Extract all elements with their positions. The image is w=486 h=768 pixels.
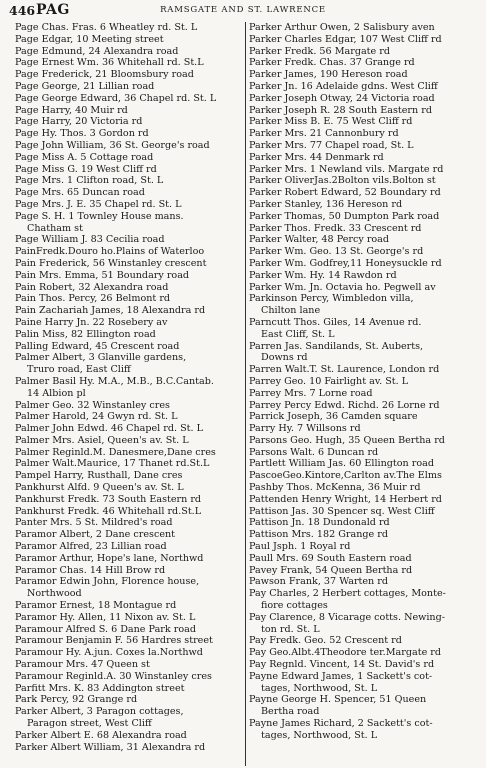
directory-entry: Page Mrs. J. E. 35 Chapel rd. St. L bbox=[15, 198, 182, 210]
directory-entry: Paramor Ernest, 18 Montague rd bbox=[15, 600, 177, 612]
directory-entry: Pankhurst Alfd. 9 Queen's av. St. L bbox=[15, 482, 184, 494]
directory-entry: Pampel Harry, Rusthall, Dane cres bbox=[15, 470, 183, 482]
directory-entry: Pankhurst Fredk. 46 Whitehall rd.St.L bbox=[15, 505, 202, 517]
directory-entry: Page Ernest Wm. 36 Whitehall rd. St.L bbox=[15, 57, 204, 69]
directory-entry: Paramor Chas. 14 Hill Brow rd bbox=[15, 564, 166, 576]
directory-entry-continuation: Northwood bbox=[27, 588, 82, 600]
directory-entry: Page John William, 36 St. George's road bbox=[15, 139, 210, 151]
directory-entry-continuation: fiore cottages bbox=[261, 600, 328, 612]
directory-entry: Pay Geo.Albt.4Theodore ter.Margate rd bbox=[249, 647, 442, 659]
directory-entry: Parker Walter, 48 Percy road bbox=[249, 234, 390, 246]
directory-entry: Pain Mrs. Emma, 51 Boundary road bbox=[15, 269, 190, 281]
directory-entry: Page Harry, 20 Victoria rd bbox=[15, 116, 143, 128]
directory-entry: Parker James, 190 Hereson road bbox=[249, 69, 408, 81]
directory-entry: Parrey Mrs. 7 Lorne road bbox=[249, 387, 373, 399]
directory-entry: Page George, 21 Lillian road bbox=[15, 80, 155, 92]
directory-entry: Parncutt Thos. Giles, 14 Avenue rd. bbox=[249, 316, 422, 328]
directory-entry: Pain Zachariah James, 18 Alexandra rd bbox=[15, 305, 206, 317]
directory-entry: Parker Albert William, 31 Alexandra rd bbox=[15, 741, 206, 753]
directory-entry: Page Miss A. 5 Cottage road bbox=[15, 151, 154, 163]
directory-entry: Payne Edward James, 1 Sackett's cot- bbox=[249, 670, 433, 682]
directory-entry: Pattenden Henry Wright, 14 Herbert rd bbox=[249, 493, 442, 505]
directory-entry: Paramour Alfred S. 6 Dane Park road bbox=[15, 623, 196, 635]
directory-entry: Parkinson Percy, Wimbledon villa, bbox=[249, 293, 414, 305]
directory-entry: Parker Fredk. Chas. 37 Grange rd bbox=[249, 57, 415, 69]
directory-entry-continuation: tages, Northwood, St. L bbox=[261, 729, 378, 741]
directory-entry: Pavey Frank, 54 Queen Bertha rd bbox=[249, 564, 413, 576]
directory-entry: Page Mrs. 65 Duncan road bbox=[15, 187, 145, 199]
directory-entry: Pawson Frank, 37 Warten rd bbox=[249, 576, 389, 588]
directory-entry: Page Mrs. 1 Clifton road, St. L bbox=[15, 175, 164, 187]
directory-entry: Parker Joseph Otway, 24 Victoria road bbox=[249, 92, 435, 104]
right-column bbox=[249, 22, 478, 766]
directory-entry: Pattison Jn. 18 Dundonald rd bbox=[249, 517, 390, 529]
directory-entry: Parker Wm. Jn. Octavia ho. Pegwell av bbox=[249, 281, 436, 293]
directory-entry: Parker Miss B. E. 75 West Cliff rd bbox=[249, 116, 413, 128]
directory-entry: Parry Hy. 7 Willsons rd bbox=[249, 423, 361, 435]
directory-entry-continuation: Bertha road bbox=[261, 706, 320, 718]
directory-entry: PascoeGeo.Kintore,Carlton av.The Elms bbox=[249, 470, 442, 482]
directory-entry: Parker OliverJas.2Bolton vils.Bolton st bbox=[249, 175, 436, 187]
directory-entry: Paramor Alfred, 23 Lillian road bbox=[15, 541, 167, 553]
directory-entry: Panter Mrs. 5 St. Mildred's road bbox=[15, 517, 173, 529]
directory-entry: Palmer Harold, 24 Gwyn rd. St. L bbox=[15, 411, 178, 423]
directory-entry: Payne James Richard, 2 Sackett's cot- bbox=[249, 718, 433, 730]
directory-entry: Paul Jsph. 1 Royal rd bbox=[249, 541, 351, 553]
directory-entry: Palmer Basil Hy. M.A., M.B., B.C.Cantab. bbox=[15, 375, 214, 387]
directory-entry: Palmer Albert, 3 Glanville gardens, bbox=[15, 352, 187, 364]
directory-entry: Parker Mrs. 44 Denmark rd bbox=[249, 151, 384, 163]
directory-entry-continuation: ton rd. St. L bbox=[261, 623, 320, 635]
directory-entry: Paramor Albert, 2 Dane crescent bbox=[15, 529, 176, 541]
directory-entry-continuation: Chilton lane bbox=[261, 305, 321, 317]
directory-entry: Parren Walt.T. St. Laurence, London rd bbox=[249, 364, 440, 376]
directory-entry: Palmer Walt.Maurice, 17 Thanet rd.St.L bbox=[15, 458, 210, 470]
directory-entry: Parker Robert Edward, 52 Boundary rd bbox=[249, 187, 441, 199]
directory-entry: Parker Mrs. 1 Newland vils. Margate rd bbox=[249, 163, 444, 175]
directory-entry: Paull Mrs. 69 South Eastern road bbox=[249, 552, 412, 564]
page-number: 446 bbox=[9, 3, 36, 18]
directory-entry: Parker Mrs. 77 Chapel road, St. L bbox=[249, 139, 414, 151]
directory-entry: Parker Joseph R. 28 South Eastern rd bbox=[249, 104, 432, 116]
directory-entry: Paramour Mrs. 47 Queen st bbox=[15, 659, 150, 671]
directory-entry: Parker Thomas, 50 Dumpton Park road bbox=[249, 210, 440, 222]
directory-entry: Page Edmund, 24 Alexandra road bbox=[15, 45, 179, 57]
directory-entry: Parker Albert, 3 Paragon cottages, bbox=[15, 706, 184, 718]
directory-entry: Parker Wm. Geo. 13 St. George's rd bbox=[249, 246, 424, 258]
directory-entry: Pay Fredk. Geo. 52 Crescent rd bbox=[249, 635, 402, 647]
directory-entry: Pain Robert, 32 Alexandra road bbox=[15, 281, 169, 293]
directory-entry: Paramour Hy. A.jun. Coxes la.Northwd bbox=[15, 647, 203, 659]
directory-entry: Pain Thos. Percy, 26 Belmont rd bbox=[15, 293, 171, 305]
directory-entry: Paramor Arthur, Hope's lane, Northwd bbox=[15, 552, 204, 564]
page-header bbox=[9, 2, 477, 20]
directory-entry: Parsons Geo. Hugh, 35 Queen Bertha rd bbox=[249, 434, 445, 446]
directory-entry: Parker Wm. Hy. 14 Rawdon rd bbox=[249, 269, 397, 281]
directory-entry: Parren Jas. Sandilands, St. Auberts, bbox=[249, 340, 424, 352]
directory-entry: Paramor Hy. Allen, 11 Nixon av. St. L bbox=[15, 611, 196, 623]
directory-entry: Page Miss G. 19 West Cliff rd bbox=[15, 163, 157, 175]
directory-entry: Pain Frederick, 56 Winstanley crescent bbox=[15, 257, 207, 269]
directory-entry: Parker Mrs. 21 Cannonbury rd bbox=[249, 128, 399, 140]
directory-entry: Park Percy, 92 Grange rd bbox=[15, 694, 138, 706]
directory-entry: Parker Fredk. 56 Margate rd bbox=[249, 45, 390, 57]
directory-entry-continuation: 14 Albion pl bbox=[27, 387, 86, 399]
directory-entry: Pashby Thos. McKenna, 36 Muir rd bbox=[249, 482, 421, 494]
directory-entry: Parrick Joseph, 36 Camden square bbox=[249, 411, 418, 423]
directory-entry: Partlett William Jas. 60 Ellington road bbox=[249, 458, 434, 470]
directory-entry: Payne George H. Spencer, 51 Queen bbox=[249, 694, 427, 706]
directory-entry: Parrey Percy Edwd. Richd. 26 Lorne rd bbox=[249, 399, 440, 411]
directory-entry: Page Frederick, 21 Bloomsbury road bbox=[15, 69, 194, 81]
directory-entry: Parker Wm. Godfrey,11 Honeysuckle rd bbox=[249, 257, 442, 269]
directory-entry: Parker Jn. 16 Adelaide gdns. West Cliff bbox=[249, 80, 438, 92]
directory-entry: Paramour Reginld.A. 30 Winstanley cres bbox=[15, 670, 212, 682]
directory-entry: Page William J. 83 Cecilia road bbox=[15, 234, 165, 246]
directory-entry: Parker Albert E. 68 Alexandra road bbox=[15, 729, 187, 741]
directory-entry: Page Hy. Thos. 3 Gordon rd bbox=[15, 128, 149, 140]
directory-entry: Parrey Geo. 10 Fairlight av. St. L bbox=[249, 375, 409, 387]
page-key-word: PAG bbox=[36, 2, 70, 18]
directory-entry: Paine Harry Jn. 22 Rosebery av bbox=[15, 316, 168, 328]
directory-entry: Parfitt Mrs. K. 83 Addington street bbox=[15, 682, 185, 694]
directory-entry-continuation: Downs rd bbox=[261, 352, 308, 364]
page-title: RAMSGATE AND ST. LAWRENCE bbox=[160, 5, 326, 15]
directory-entry: Pattison Jas. 30 Spencer sq. West Cliff bbox=[249, 505, 435, 517]
directory-entry: Palmer Mrs. Asiel, Queen's av. St. L bbox=[15, 434, 189, 446]
directory-entry: Pay Regnld. Vincent, 14 St. David's rd bbox=[249, 659, 435, 671]
directory-entry: Page Edgar, 10 Meeting street bbox=[15, 33, 164, 45]
left-column bbox=[15, 22, 243, 766]
directory-entry: Parker Stanley, 136 Hereson rd bbox=[249, 198, 403, 210]
column-divider bbox=[245, 22, 246, 766]
directory-entry: Palin Miss, 82 Ellington road bbox=[15, 328, 156, 340]
directory-entry: Parker Thos. Fredk. 33 Crescent rd bbox=[249, 222, 422, 234]
directory-entry: Pankhurst Fredk. 73 South Eastern rd bbox=[15, 493, 202, 505]
directory-entry: Page Harry, 40 Muir rd bbox=[15, 104, 128, 116]
directory-entry-continuation: East Cliff, St. L bbox=[261, 328, 335, 340]
directory-entry: Parker Arthur Owen, 2 Salisbury aven bbox=[249, 22, 435, 33]
directory-entry: Parsons Walt. 6 Duncan rd bbox=[249, 446, 379, 458]
directory-entry-continuation: Chatham st bbox=[27, 222, 83, 234]
directory-entry: Page S. H. 1 Townley House mans. bbox=[15, 210, 184, 222]
directory-entry: Pattison Mrs. 182 Grange rd bbox=[249, 529, 388, 541]
directory-entry-continuation: tages, Northwood, St. L bbox=[261, 682, 378, 694]
directory-entry: PainFredk.Douro ho.Plains of Waterloo bbox=[15, 246, 205, 258]
directory-entry: Pay Charles, 2 Herbert cottages, Monte- bbox=[249, 588, 446, 600]
directory-entry-continuation: Paragon street, West Cliff bbox=[27, 718, 152, 730]
directory-entry: Palmer John Edwd. 46 Chapel rd. St. L bbox=[15, 423, 204, 435]
directory-entry: Palmer Reginld.M. Danesmere,Dane cres bbox=[15, 446, 216, 458]
directory-entry: Page George Edward, 36 Chapel rd. St. L bbox=[15, 92, 217, 104]
directory-entry: Page Chas. Fras. 6 Wheatley rd. St. L bbox=[15, 22, 198, 33]
directory-entry: Paramor Edwin John, Florence house, bbox=[15, 576, 200, 588]
directory-entry: Pay Clarence, 8 Vicarage cotts. Newing- bbox=[249, 611, 445, 623]
directory-entry: Parker Charles Edgar, 107 West Cliff rd bbox=[249, 33, 442, 45]
directory-entry: Palmer Geo. 32 Winstanley cres bbox=[15, 399, 170, 411]
directory-entry: Paramour Benjamin F. 56 Hardres street bbox=[15, 635, 213, 647]
directory-entry: Palling Edward, 45 Crescent road bbox=[15, 340, 180, 352]
directory-entry-continuation: Truro road, East Cliff bbox=[27, 364, 131, 376]
